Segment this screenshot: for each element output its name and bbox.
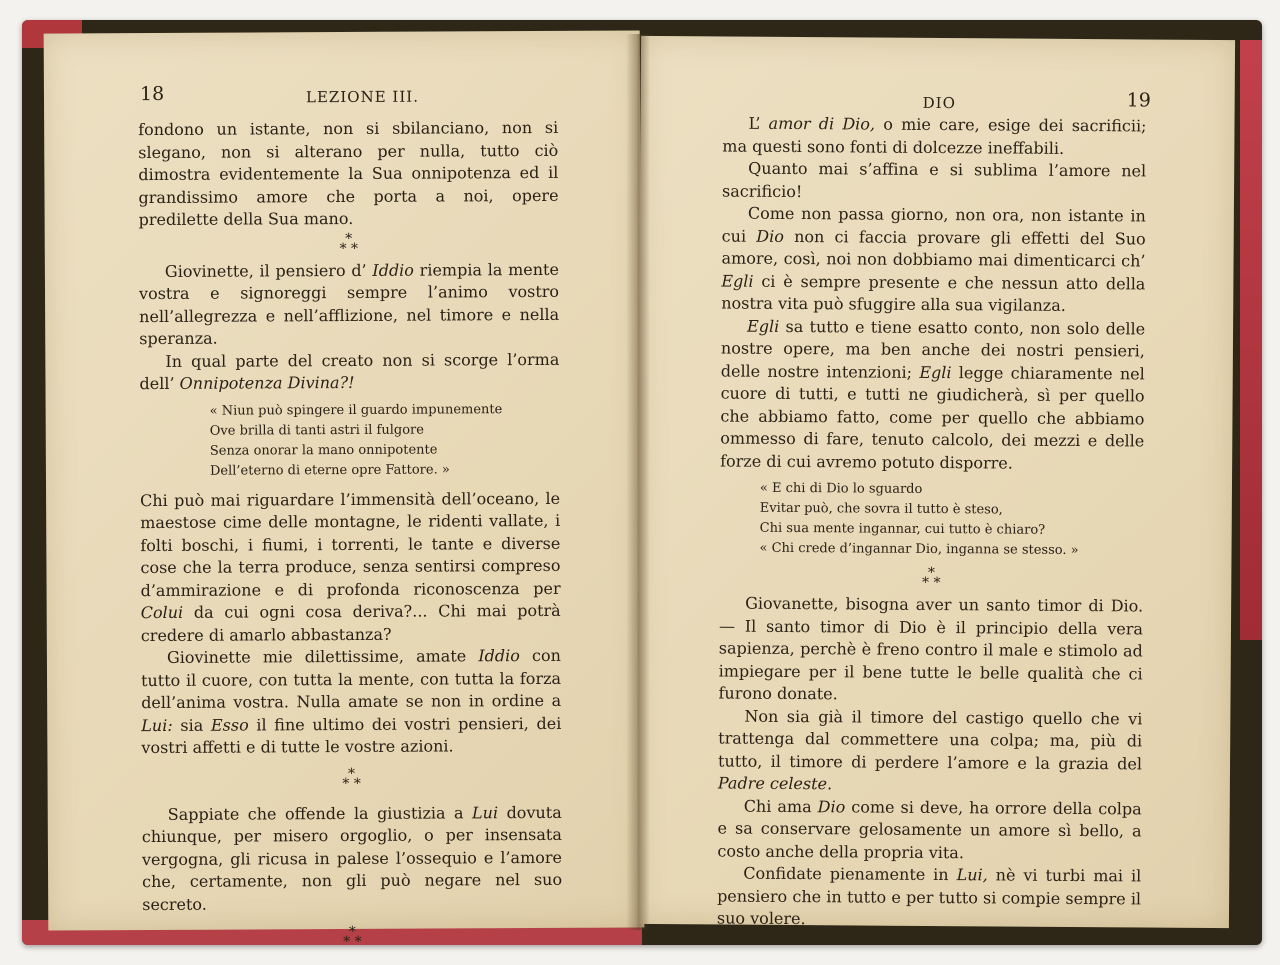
left-poem: [210, 399, 560, 481]
book-gutter: [626, 34, 650, 930]
right-para-2: Quanto mai s’affina e si sublima l’amore nel sacrificio!: [721, 158, 1147, 201]
asterism: * * *: [922, 564, 941, 592]
right-para-7: Chi ama Dio come si deve, ha orrore della colpa e sa conservare gelosamente un amore sì bello, a costo anche della propria vita.: [717, 796, 1142, 862]
right-page: [635, 36, 1235, 928]
left-para-3: In qual parte del creato non si scorge l’orma dell’ Onnipotenza Divina?!: [139, 349, 560, 394]
right-poem: [759, 479, 1144, 562]
left-page: [44, 30, 645, 951]
right-para-4: Egli sa tutto e tiene esatto conto, non solo delle nostre opere, ma ben anche dei nostri pensieri, delle nostre intenzioni; Egli legge chiaramente nel cuore di tutti, e tutti ne giudicherà, sì per quello che abbiamo fatto, come per quello che abbiamo ommesso di fare, tenuto calcolo, dei mezzi e delle forze di cui avremo potuto disporre.: [720, 316, 1146, 473]
poem-line: Evitar può, che sovra il tutto è steso,: [759, 500, 1003, 518]
right-para-8: Confidate pienamente in Lui, nè vi turbi mai il pensiero che in tutto e per tutto si compie sempre il suo volere.: [716, 863, 1142, 929]
poem-line: Senza onorar la mano onnipotente: [209, 442, 438, 459]
left-page-number: 18: [139, 82, 165, 106]
asterism: * * *: [343, 923, 362, 951]
right-para-3: Come non passa giorno, non ora, non istante in cui Dio non ci faccia provare gli effetti del Suo amore, così, noi non dobbiamo mai dimenticarci ch’ Egli ci è sempre presente e che nessun atto della nostra vita può sfuggire alla sua vigilanza.: [721, 203, 1146, 315]
poem-line: « Niun può spingere il guardo impunemente: [209, 401, 503, 419]
right-para-1: L’ amor di Dio, o mie care, esige dei sacrificii; ma questi sono fonti di dolcezze ineffabili.: [722, 113, 1147, 158]
poem-line: Dell’eterno di eterne opre Fattore. »: [209, 461, 450, 479]
right-page-text: [717, 113, 1147, 933]
left-para-1: fondono un istante, non si sbilanciano, non si slegano, non si alterano per nulla, tutto ciò dimostra evidentemente la Sua onnipotenza ed il grandissimo amore che porta a noi, opere predilette della Sua mano.: [138, 117, 559, 230]
right-para-6: Non sia già il timore del castigo quello che vi trattenga dal commettere una colpa; ma, più di tutto, il timore di perdere l’amore e la grazia del Padre celeste.: [717, 706, 1143, 794]
left-para-2: Giovinette, il pensiero d’ Iddio riempia la mente vostra e signoreggi sempre l’animo vostro nell’allegrezza e nell’afflizione, nel timore e nella speranza.: [138, 259, 560, 349]
poem-line: Ove brilla di tanti astri il fulgore: [209, 422, 424, 439]
asterism: * * *: [339, 230, 359, 257]
right-para-5: Giovanette, bisogna aver un santo timor di Dio. — Il santo timor di Dio è il principio della vera sapienza, perchè è freno contro il male e stimolo ad impiegare per il bene tutte le belle qualità che ci furono donate.: [718, 593, 1144, 704]
asterism: * * *: [342, 765, 361, 792]
poem-line: « Chi crede d’ingannar Dio, inganna se stesso. »: [759, 540, 1079, 559]
left-para-4: Chi può mai riguardare l’immensità dell’oceano, le maestose cime delle montagne, le ridenti vallate, i folti boschi, i fiumi, i torrenti, le tante e diverse cose che la terra produce, senza sentirsi compreso d’ammirazione e di profonda riconoscenza per Colui da cui ogni cosa deriva?... Chi mai potrà credere di amarlo abbastanza?: [140, 488, 561, 645]
poem-line: « E chi di Dio lo sguardo: [759, 480, 923, 497]
left-para-6: Sappiate che offende la giustizia a Lui dovuta chiunque, per misero orgoglio, o per insensata vergogna, gli ricusa in palese l’ossequio e l’amore che, certamente, non gli può negare nel suo secreto.: [141, 802, 563, 914]
left-para-5: Giovinette mie dilettissime, amate Iddio con tutto il cuore, con tutta la mente, con tutta la forza dell’anima vostra. Nulla amate se non in ordine a Lui: sia Esso il fine ultimo dei vostri pensieri, dei vostri affetti e di tutte le vostre azioni.: [140, 645, 562, 758]
right-page-number: 19: [1126, 89, 1151, 112]
cover-red-edge: [1240, 40, 1262, 640]
poem-line: Chi sua mente ingannar, cui tutto è chiaro?: [759, 520, 1046, 538]
left-page-text: [138, 117, 562, 954]
left-running-head: LEZIONE III.: [305, 87, 419, 107]
right-running-head: DIO: [922, 93, 956, 113]
